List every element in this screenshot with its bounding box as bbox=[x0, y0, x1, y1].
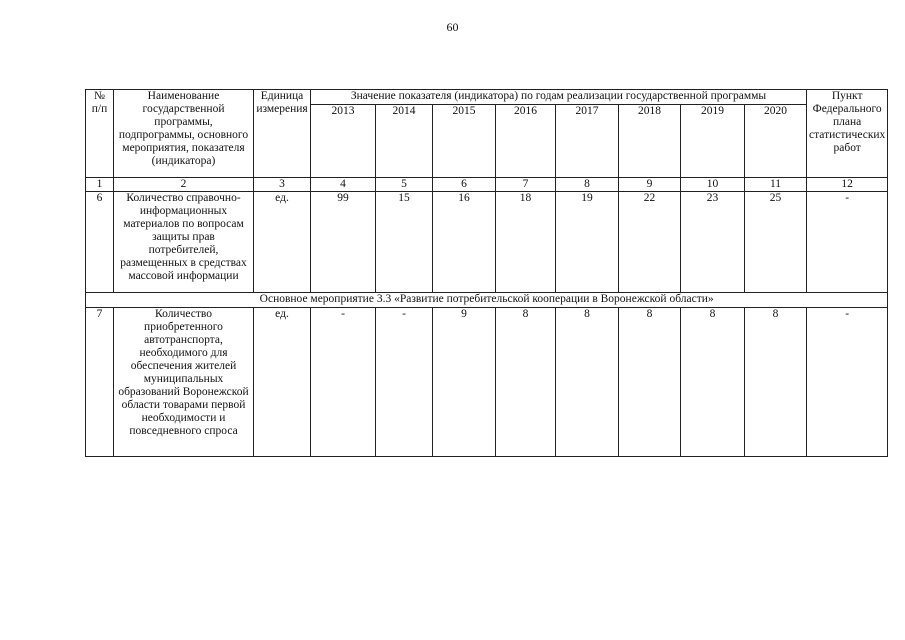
header-values: Значение показателя (индикатора) по годам реализации государственной программы bbox=[311, 90, 807, 105]
indicators-table bbox=[85, 89, 888, 457]
column-number: 3 bbox=[254, 178, 311, 192]
value-cell: 19 bbox=[556, 192, 619, 293]
year-cell: 2016 bbox=[496, 105, 556, 178]
value-cell: 8 bbox=[496, 308, 556, 457]
unit-cell: ед. bbox=[254, 308, 311, 457]
column-number: 11 bbox=[745, 178, 807, 192]
value-cell: 23 bbox=[681, 192, 745, 293]
row-number: 6 bbox=[86, 192, 114, 293]
header-unit: Единица измерения bbox=[254, 90, 311, 178]
year-cell: 2015 bbox=[433, 105, 496, 178]
column-number: 5 bbox=[376, 178, 433, 192]
value-cell: 8 bbox=[556, 308, 619, 457]
column-number: 2 bbox=[114, 178, 254, 192]
header-row-top bbox=[86, 90, 888, 105]
table-row bbox=[86, 192, 888, 293]
year-cell: 2017 bbox=[556, 105, 619, 178]
value-cell: 22 bbox=[619, 192, 681, 293]
column-number: 10 bbox=[681, 178, 745, 192]
indicator-name: Количество справочно-информационных материалов по вопросам защиты прав потребителей, размещенных в средствах массовой информации bbox=[114, 192, 254, 293]
column-number-row bbox=[86, 178, 888, 192]
value-cell: 18 bbox=[496, 192, 556, 293]
year-cell: 2013 bbox=[311, 105, 376, 178]
page-number: 60 bbox=[446, 20, 459, 34]
year-cell: 2018 bbox=[619, 105, 681, 178]
table-row bbox=[86, 308, 888, 457]
value-cell: 8 bbox=[619, 308, 681, 457]
value-cell: - bbox=[376, 308, 433, 457]
value-cell: - bbox=[311, 308, 376, 457]
column-number: 6 bbox=[433, 178, 496, 192]
unit-cell: ед. bbox=[254, 192, 311, 293]
row-number: 7 bbox=[86, 308, 114, 457]
column-number: 9 bbox=[619, 178, 681, 192]
column-number: 4 bbox=[311, 178, 376, 192]
value-cell: 8 bbox=[681, 308, 745, 457]
value-cell: 25 bbox=[745, 192, 807, 293]
value-cell: 16 bbox=[433, 192, 496, 293]
section-title: Основное мероприятие 3.3 «Развитие потребительской кооперации в Воронежской области» bbox=[86, 293, 888, 308]
value-cell: 9 bbox=[433, 308, 496, 457]
year-cell: 2020 bbox=[745, 105, 807, 178]
header-name: Наименование государственной программы, подпрограммы, основного мероприятия, показателя (индикатора) bbox=[114, 90, 254, 178]
value-cell: 15 bbox=[376, 192, 433, 293]
header-num: № п/п bbox=[86, 90, 114, 178]
plan-cell: - bbox=[807, 308, 888, 457]
value-cell: 99 bbox=[311, 192, 376, 293]
column-number: 8 bbox=[556, 178, 619, 192]
indicator-name: Количество приобретенного автотранспорта, необходимого для обеспечения жителей муниципальных образований Воронежской области товарами первой необходимости и повседневного спроса bbox=[114, 308, 254, 457]
column-number: 1 bbox=[86, 178, 114, 192]
column-number: 7 bbox=[496, 178, 556, 192]
section-row bbox=[86, 293, 888, 308]
year-cell: 2014 bbox=[376, 105, 433, 178]
value-cell: 8 bbox=[745, 308, 807, 457]
header-plan: Пункт Федерального плана статистических работ bbox=[807, 90, 888, 178]
plan-cell: - bbox=[807, 192, 888, 293]
year-cell: 2019 bbox=[681, 105, 745, 178]
column-number: 12 bbox=[807, 178, 888, 192]
